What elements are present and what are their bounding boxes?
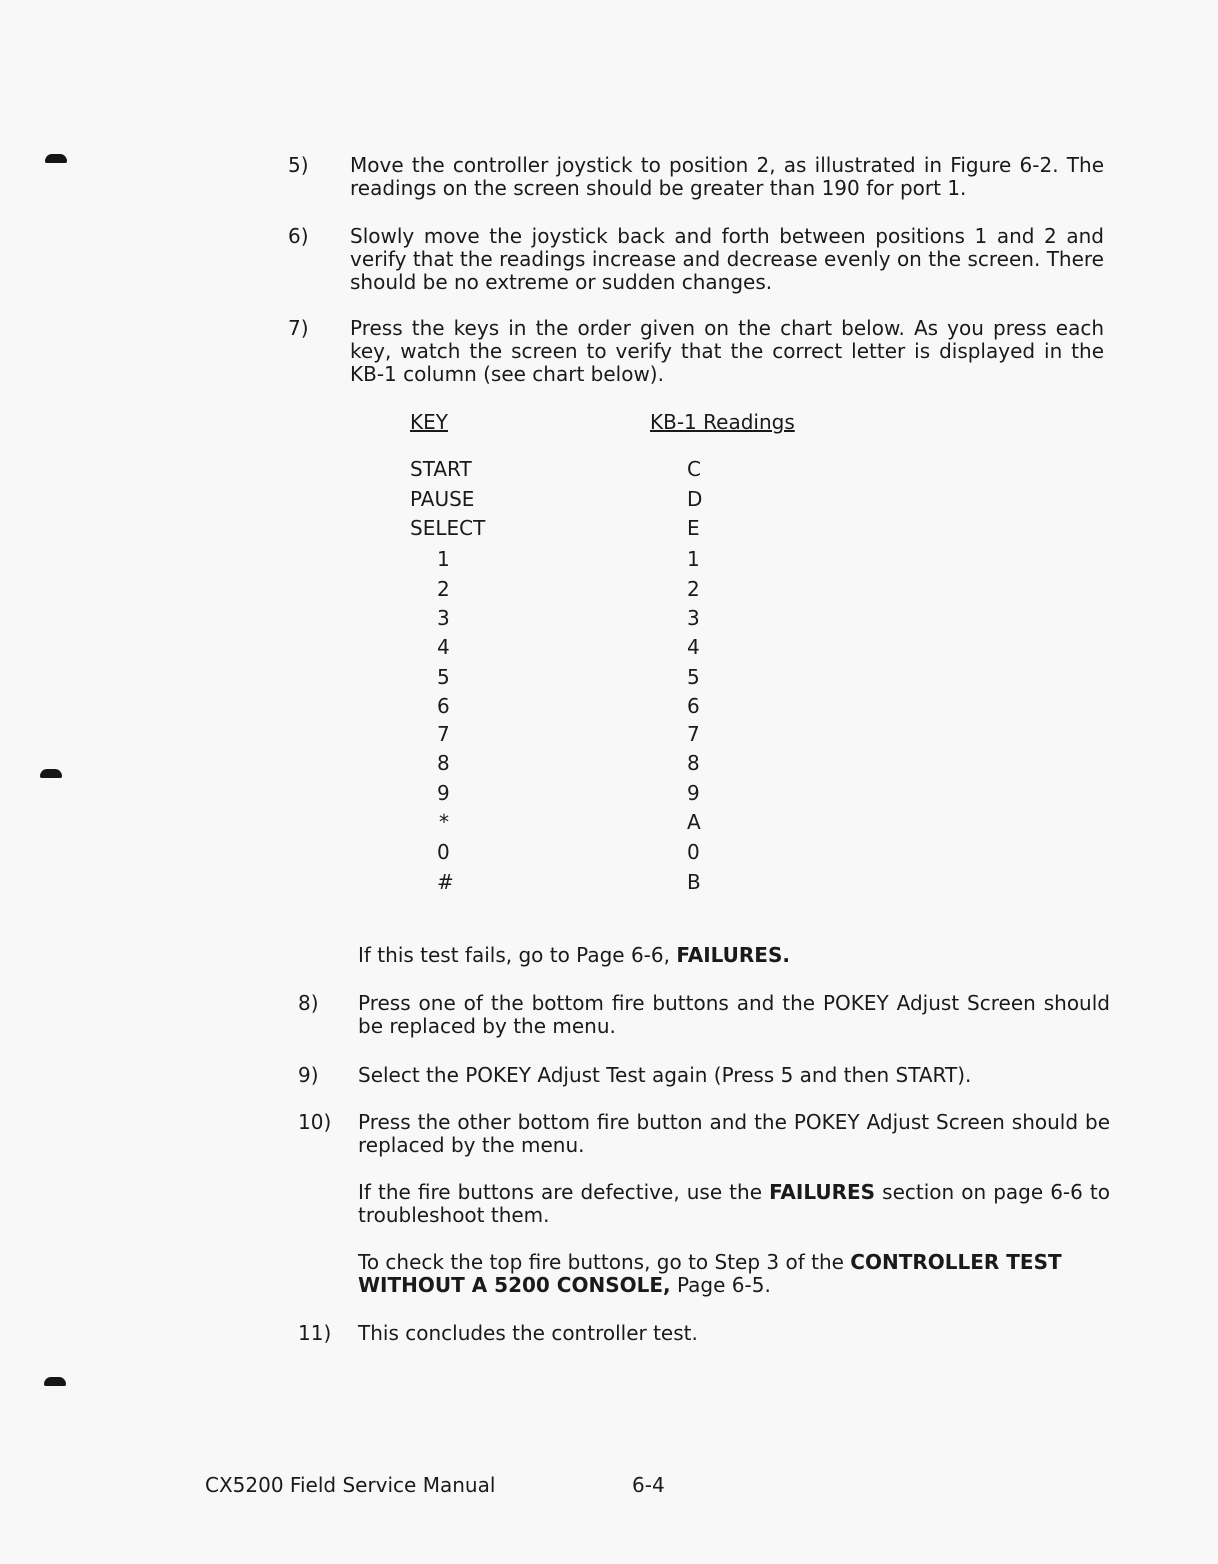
key-cell: 6 (437, 694, 450, 718)
reading-cell: 5 (687, 665, 700, 689)
binder-hole-mark (44, 1377, 66, 1386)
step-9 (298, 1064, 1112, 1087)
step-text: This concludes the controller test. (358, 1321, 698, 1345)
reading-cell: B (687, 870, 701, 894)
reading-cell: E (687, 516, 700, 540)
key-cell: * (439, 810, 449, 834)
fire-buttons-note (358, 1181, 1110, 1227)
step-number: 8) (298, 991, 319, 1015)
step-number: 6) (288, 224, 309, 248)
step-text: Press the other bottom fire button and the POKEY Adjust Screen should be replaced by the menu. (358, 1110, 1110, 1157)
step-5 (288, 154, 1106, 200)
key-cell: 1 (437, 547, 450, 571)
step-6 (288, 225, 1106, 295)
failure-note-text: If this test fails, go to Page 6-6, (358, 943, 677, 967)
step-8 (298, 992, 1112, 1038)
note-text: If the fire buttons are defective, use the (358, 1180, 770, 1204)
reading-cell: D (687, 487, 703, 511)
reading-cell: 4 (687, 635, 700, 659)
controller-test-reference: CONTROLLER TEST WITHOUT A 5200 CONSOLE, (358, 1250, 1062, 1297)
key-column-header: KEY (410, 410, 448, 434)
reading-cell: A (687, 810, 701, 834)
key-cell: 0 (437, 840, 450, 864)
key-cell: PAUSE (410, 487, 475, 511)
step-text: Move the controller joystick to position 2, as illustrated in Figure 6-2. The readings on the screen should be greater than 190 for port 1. (350, 153, 1104, 200)
reading-cell: 8 (687, 751, 700, 775)
reading-column-header: KB-1 Readings (650, 410, 795, 434)
binder-hole-mark (40, 769, 62, 778)
key-cell: 3 (437, 606, 450, 630)
step-number: 5) (288, 153, 309, 177)
binder-hole-mark (45, 154, 67, 163)
reading-cell: 6 (687, 694, 700, 718)
step-number: 10) (298, 1110, 332, 1134)
step-text: Slowly move the joystick back and forth between positions 1 and 2 and verify that the readings increase and decrease evenly on the screen. There should be no extreme or sudden changes. (350, 224, 1104, 294)
step-7 (288, 317, 1106, 387)
key-cell: 9 (437, 781, 450, 805)
reading-cell: 0 (687, 840, 700, 864)
step-text: Press one of the bottom fire buttons and the POKEY Adjust Screen should be replaced by the menu. (358, 991, 1110, 1038)
reading-cell: 9 (687, 781, 700, 805)
key-cell: SELECT (410, 516, 486, 540)
reading-cell: 7 (687, 722, 700, 746)
note-text: Page 6-5. (670, 1273, 771, 1297)
top-fire-buttons-note (358, 1251, 1110, 1297)
step-text: Press the keys in the order given on the chart below. As you press each key, watch the screen to verify that the correct letter is displayed in the KB-1 column (see chart below). (350, 316, 1104, 386)
note-text: To check the top fire buttons, go to Step 3 of the (358, 1250, 851, 1274)
key-cell: 4 (437, 635, 450, 659)
step-text: Select the POKEY Adjust Test again (Press 5 and then START). (358, 1063, 972, 1087)
key-cell: # (437, 870, 454, 894)
reading-cell: 1 (687, 547, 700, 571)
failure-note (358, 944, 1108, 967)
key-cell: START (410, 457, 472, 481)
failures-reference: FAILURES. (676, 943, 790, 967)
step-11 (298, 1322, 1112, 1345)
key-cell: 2 (437, 577, 450, 601)
step-number: 11) (298, 1321, 332, 1345)
key-cell: 7 (437, 722, 450, 746)
step-10 (298, 1111, 1112, 1157)
reading-cell: 3 (687, 606, 700, 630)
step-number: 9) (298, 1063, 319, 1087)
key-cell: 5 (437, 665, 450, 689)
reading-cell: C (687, 457, 701, 481)
failures-reference: FAILURES (769, 1180, 876, 1204)
footer-manual-title: CX5200 Field Service Manual (205, 1473, 496, 1497)
step-number: 7) (288, 316, 309, 340)
reading-cell: 2 (687, 577, 700, 601)
key-cell: 8 (437, 751, 450, 775)
footer-page-number: 6-4 (632, 1473, 665, 1497)
note-text: section on page 6-6 to troubleshoot them. (358, 1180, 1110, 1227)
